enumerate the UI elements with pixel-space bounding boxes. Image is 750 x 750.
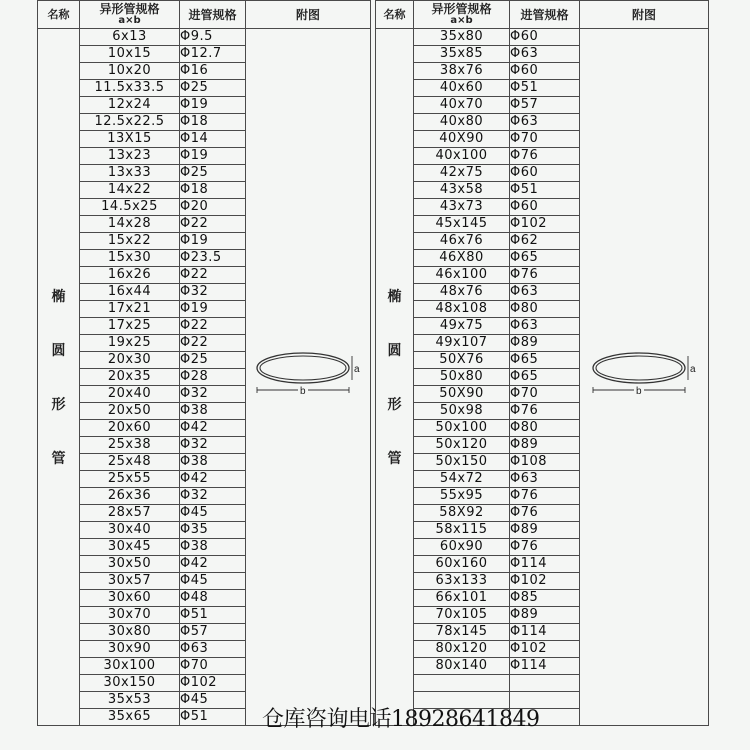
oval-outer — [593, 353, 685, 383]
inlet-tube-size: Φ32 — [180, 284, 246, 301]
shaped-tube-size: 40X90 — [414, 131, 510, 148]
shaped-tube-size: 15x22 — [80, 233, 180, 250]
inlet-tube-size: Φ60 — [510, 29, 580, 46]
shaped-tube-size: 78x145 — [414, 624, 510, 641]
shaped-tube-size: 50X76 — [414, 352, 510, 369]
shaped-tube-size: 35x65 — [80, 709, 180, 726]
inlet-tube-size: Φ63 — [510, 318, 580, 335]
inlet-tube-size: Φ45 — [180, 505, 246, 522]
inlet-tube-size: Φ19 — [180, 148, 246, 165]
shaped-tube-size: 16x44 — [80, 284, 180, 301]
category-char: 圆 — [51, 343, 66, 359]
inlet-tube-size: Φ19 — [180, 301, 246, 318]
inlet-tube-size: Φ48 — [180, 590, 246, 607]
header-shaped-tube-sub: a×b — [450, 14, 473, 26]
shaped-tube-size: 17x21 — [80, 301, 180, 318]
shaped-tube-size: 14x22 — [80, 182, 180, 199]
inlet-tube-size: Φ51 — [510, 80, 580, 97]
shaped-tube-size: 43x58 — [414, 182, 510, 199]
shaped-tube-size: 26x36 — [80, 488, 180, 505]
inlet-tube-size: Φ19 — [180, 97, 246, 114]
inlet-tube-size: Φ102 — [510, 573, 580, 590]
inlet-tube-size: Φ60 — [510, 165, 580, 182]
spec-table-right-body — [376, 29, 709, 726]
shaped-tube-size: 14.5x25 — [80, 199, 180, 216]
inlet-tube-size: Φ57 — [180, 624, 246, 641]
inlet-tube-size: Φ22 — [180, 318, 246, 335]
inlet-tube-size: Φ12.7 — [180, 46, 246, 63]
table-row — [38, 29, 371, 46]
dimension-b-label: b — [300, 386, 306, 397]
inlet-tube-size: Φ76 — [510, 403, 580, 420]
header-shaped-tube-label: 异形管规格 — [99, 1, 160, 16]
inlet-tube-size: Φ89 — [510, 522, 580, 539]
inlet-tube-size: Φ32 — [180, 437, 246, 454]
shaped-tube-size: 40x80 — [414, 114, 510, 131]
shaped-tube-size: 46X80 — [414, 250, 510, 267]
inlet-tube-size: Φ114 — [510, 556, 580, 573]
shaped-tube-size: 50x150 — [414, 454, 510, 471]
shaped-tube-size: 30x70 — [80, 607, 180, 624]
inlet-tube-size: Φ63 — [180, 641, 246, 658]
category-name-cell — [376, 29, 414, 726]
inlet-tube-size: Φ28 — [180, 369, 246, 386]
shaped-tube-size: 49x107 — [414, 335, 510, 352]
shaped-tube-size: 20x50 — [80, 403, 180, 420]
shaped-tube-size: 50X90 — [414, 386, 510, 403]
inlet-tube-size: Φ65 — [510, 250, 580, 267]
inlet-tube-size: Φ65 — [510, 369, 580, 386]
category-char: 形 — [387, 397, 402, 413]
inlet-tube-size: Φ51 — [180, 709, 246, 726]
inlet-tube-size: Φ25 — [180, 165, 246, 182]
shaped-tube-size: 13X15 — [80, 131, 180, 148]
shaped-tube-size: 50x120 — [414, 437, 510, 454]
shaped-tube-size: 12.5x22.5 — [80, 114, 180, 131]
inlet-tube-size: Φ76 — [510, 488, 580, 505]
shaped-tube-size: 50x80 — [414, 369, 510, 386]
shaped-tube-size: 13x33 — [80, 165, 180, 182]
shaped-tube-size: 60x160 — [414, 556, 510, 573]
shaped-tube-size: 30x45 — [80, 539, 180, 556]
inlet-tube-size: Φ25 — [180, 352, 246, 369]
shaped-tube-size: 30x150 — [80, 675, 180, 692]
shaped-tube-size: 35x85 — [414, 46, 510, 63]
shaped-tube-size: 25x38 — [80, 437, 180, 454]
shaped-tube-size: 28x57 — [80, 505, 180, 522]
shaped-tube-size: 10x20 — [80, 63, 180, 80]
header-shaped-tube-sub: a×b — [118, 14, 141, 26]
inlet-tube-size: Φ89 — [510, 607, 580, 624]
shaped-tube-size: 30x80 — [80, 624, 180, 641]
shaped-tube-size: 25x55 — [80, 471, 180, 488]
inlet-tube-size: Φ35 — [180, 522, 246, 539]
inlet-tube-size: Φ60 — [510, 199, 580, 216]
shaped-tube-size: 20x60 — [80, 420, 180, 437]
inlet-tube-size: Φ63 — [510, 284, 580, 301]
header-figure: 附图 — [580, 1, 709, 29]
inlet-tube-size: Φ63 — [510, 114, 580, 131]
oval-inner — [260, 356, 346, 380]
header-name: 名称 — [376, 1, 414, 29]
shaped-tube-size: 49x75 — [414, 318, 510, 335]
category-char: 椭 — [51, 289, 66, 305]
shaped-tube-size: 35x80 — [414, 29, 510, 46]
spec-table-right — [375, 0, 709, 726]
inlet-tube-size: Φ9.5 — [180, 29, 246, 46]
category-char: 管 — [51, 451, 66, 467]
category-name-cell — [38, 29, 80, 726]
shaped-tube-size: 45x145 — [414, 216, 510, 233]
inlet-tube-size: Φ19 — [180, 233, 246, 250]
shaped-tube-size: 80x140 — [414, 658, 510, 675]
shaped-tube-size: 48x108 — [414, 301, 510, 318]
shaped-tube-size: 30x50 — [80, 556, 180, 573]
oval-tube-diagram — [592, 351, 696, 399]
header-name: 名称 — [38, 1, 80, 29]
header-shaped-tube-label: 异形管规格 — [431, 1, 492, 16]
inlet-tube-size: Φ102 — [510, 216, 580, 233]
shaped-tube-size: 30x100 — [80, 658, 180, 675]
shaped-tube-size: 16x26 — [80, 267, 180, 284]
shaped-tube-size: 11.5x33.5 — [80, 80, 180, 97]
shaped-tube-size: 20x40 — [80, 386, 180, 403]
shaped-tube-size: 30x90 — [80, 641, 180, 658]
inlet-tube-size: Φ45 — [180, 692, 246, 709]
inlet-tube-size: Φ51 — [180, 607, 246, 624]
shaped-tube-size: 48x76 — [414, 284, 510, 301]
inlet-tube-size: Φ16 — [180, 63, 246, 80]
inlet-tube-size: Φ38 — [180, 454, 246, 471]
inlet-tube-size: Φ114 — [510, 658, 580, 675]
shaped-tube-size: 35x53 — [80, 692, 180, 709]
shaped-tube-size: 15x30 — [80, 250, 180, 267]
inlet-tube-size: Φ70 — [180, 658, 246, 675]
shaped-tube-size: 54x72 — [414, 471, 510, 488]
inlet-tube-size: Φ23.5 — [180, 250, 246, 267]
category-char: 椭 — [387, 289, 402, 305]
shaped-tube-size: 30x57 — [80, 573, 180, 590]
inlet-tube-size: Φ102 — [180, 675, 246, 692]
inlet-tube-size: Φ22 — [180, 335, 246, 352]
shaped-tube-size: 20x35 — [80, 369, 180, 386]
shaped-tube-size: 14x28 — [80, 216, 180, 233]
shaped-tube-size: 6x13 — [80, 29, 180, 46]
inlet-tube-size: Φ51 — [510, 182, 580, 199]
shaped-tube-size: 30x40 — [80, 522, 180, 539]
category-char: 管 — [387, 451, 402, 467]
shaped-tube-size: 19x25 — [80, 335, 180, 352]
shaped-tube-size: 30x60 — [80, 590, 180, 607]
inlet-tube-size: Φ60 — [510, 63, 580, 80]
inlet-tube-size: Φ42 — [180, 471, 246, 488]
inlet-tube-size: Φ45 — [180, 573, 246, 590]
table-row — [376, 29, 709, 46]
dimension-a-label: a — [690, 364, 696, 375]
inlet-tube-size: Φ80 — [510, 420, 580, 437]
shaped-tube-size: 50x100 — [414, 420, 510, 437]
category-char: 圆 — [387, 343, 402, 359]
shaped-tube-size: 38x76 — [414, 63, 510, 80]
inlet-tube-size: Φ20 — [180, 199, 246, 216]
inlet-tube-size: Φ76 — [510, 267, 580, 284]
inlet-tube-size: Φ62 — [510, 233, 580, 250]
shaped-tube-size: 58X92 — [414, 505, 510, 522]
shaped-tube-size: 42x75 — [414, 165, 510, 182]
warehouse-phone-footer: 仓库咨询电话18928641849 — [262, 707, 540, 732]
inlet-tube-size: Φ42 — [180, 556, 246, 573]
inlet-tube-size: Φ14 — [180, 131, 246, 148]
spec-table-right-panel — [375, 0, 708, 750]
shaped-tube-size: 43x73 — [414, 199, 510, 216]
inlet-tube-size: Φ76 — [510, 148, 580, 165]
inlet-tube-size: Φ18 — [180, 182, 246, 199]
shaped-tube-size: 17x25 — [80, 318, 180, 335]
inlet-tube-size: Φ114 — [510, 624, 580, 641]
shaped-tube-size: 70x105 — [414, 607, 510, 624]
shaped-tube-size: 13x23 — [80, 148, 180, 165]
inlet-tube-size: Φ80 — [510, 301, 580, 318]
header-figure: 附图 — [246, 1, 371, 29]
shaped-tube-size: 50x98 — [414, 403, 510, 420]
header-inlet: 进管规格 — [510, 1, 580, 29]
shaped-tube-size: 80x120 — [414, 641, 510, 658]
figure-cell — [580, 29, 709, 726]
shaped-tube-size: 25x48 — [80, 454, 180, 471]
inlet-tube-size: Φ22 — [180, 267, 246, 284]
inlet-tube-size: Φ25 — [180, 80, 246, 97]
shaped-tube-size: 55x95 — [414, 488, 510, 505]
inlet-tube-size: Φ38 — [180, 539, 246, 556]
spec-table-left-panel — [37, 0, 370, 750]
spec-table-left-body — [38, 29, 371, 726]
shaped-tube-size: 40x100 — [414, 148, 510, 165]
category-char: 形 — [51, 397, 66, 413]
figure-cell — [246, 29, 371, 726]
shaped-tube-size: 46x76 — [414, 233, 510, 250]
header-shaped-tube — [414, 1, 510, 29]
shaped-tube-size: 40x70 — [414, 97, 510, 114]
spec-table-left — [37, 0, 371, 726]
shaped-tube-size: 66x101 — [414, 590, 510, 607]
shaped-tube-size — [414, 675, 510, 692]
inlet-tube-size: Φ76 — [510, 539, 580, 556]
shaped-tube-size: 10x15 — [80, 46, 180, 63]
shaped-tube-size: 40x60 — [414, 80, 510, 97]
inlet-tube-size: Φ85 — [510, 590, 580, 607]
shaped-tube-size: 12x24 — [80, 97, 180, 114]
shaped-tube-size: 20x30 — [80, 352, 180, 369]
oval-inner — [596, 356, 682, 380]
inlet-tube-size: Φ65 — [510, 352, 580, 369]
inlet-tube-size: Φ63 — [510, 46, 580, 63]
inlet-tube-size: Φ76 — [510, 505, 580, 522]
inlet-tube-size: Φ63 — [510, 471, 580, 488]
inlet-tube-size: Φ108 — [510, 454, 580, 471]
shaped-tube-size: 60x90 — [414, 539, 510, 556]
oval-tube-diagram — [256, 351, 360, 399]
inlet-tube-size: Φ42 — [180, 420, 246, 437]
header-inlet: 进管规格 — [180, 1, 246, 29]
inlet-tube-size: Φ89 — [510, 335, 580, 352]
header-shaped-tube — [80, 1, 180, 29]
inlet-tube-size: Φ70 — [510, 131, 580, 148]
dimension-a-label: a — [354, 364, 360, 375]
inlet-tube-size: Φ32 — [180, 386, 246, 403]
shaped-tube-size: 46x100 — [414, 267, 510, 284]
inlet-tube-size: Φ32 — [180, 488, 246, 505]
shaped-tube-size: 63x133 — [414, 573, 510, 590]
inlet-tube-size: Φ89 — [510, 437, 580, 454]
inlet-tube-size: Φ57 — [510, 97, 580, 114]
inlet-tube-size — [510, 675, 580, 692]
inlet-tube-size: Φ38 — [180, 403, 246, 420]
dimension-b-label: b — [636, 386, 642, 397]
oval-outer — [257, 353, 349, 383]
inlet-tube-size: Φ102 — [510, 641, 580, 658]
shaped-tube-size: 58x115 — [414, 522, 510, 539]
inlet-tube-size: Φ18 — [180, 114, 246, 131]
inlet-tube-size: Φ70 — [510, 386, 580, 403]
inlet-tube-size: Φ22 — [180, 216, 246, 233]
